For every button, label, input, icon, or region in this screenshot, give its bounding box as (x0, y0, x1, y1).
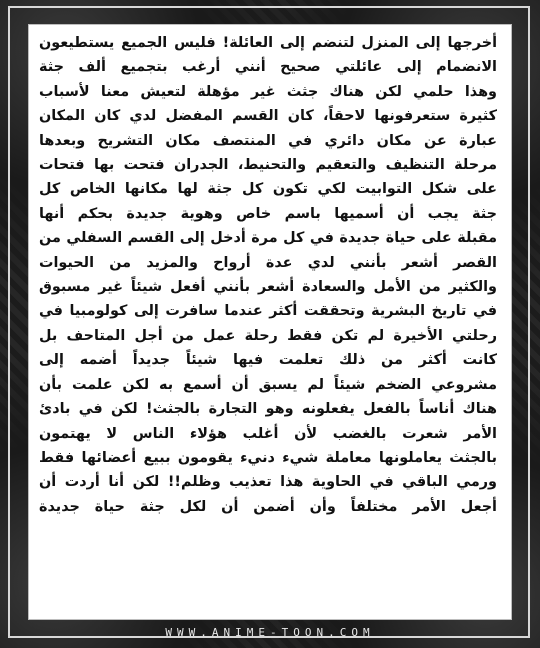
text-line: كثيرة ستعرفونها لاحقاً، كان القسم المفضل لدي كان المكان (39, 108, 497, 125)
watermark-bar (0, 622, 540, 642)
text-line: والكثير من الأمل والسعادة أشعر بأنني أفعل شيئاً غير مسبوق (39, 279, 497, 296)
text-line: رحلتي الأخيرة لم تكن فقط رحلة عمل من أجل المتاحف بل (39, 327, 497, 344)
text-line: مشروعي الضخم شيئاً لم يسبق أن أسمع به لكن علمت بأن (39, 376, 497, 393)
text-line: القصر أشعر بأنني لدي عدة أرواح والمزيد من الحيوات (39, 254, 497, 271)
text-page (28, 24, 512, 620)
text-line: مرحلة التنظيف والتعقيم والتحنيط، الجدران فتحت بها فتحات (39, 157, 497, 174)
text-line: هناك أناساً بالفعل يفعلونه وهو التجارة بالجثث! لكن في بادئ (39, 401, 497, 418)
arabic-text-block (39, 31, 497, 519)
text-line: أجعل الأمر مختلفاً وأن أضمن أن لكل جثة حياة جديدة (39, 498, 497, 515)
text-line: بالجثث يعاملونها معاملة شيء دنيء يقومون ببيع أعضائها فقط (39, 449, 497, 466)
text-line: الأمر شعرت بالغضب لأن أغلب هؤلاء الناس لا يهتمون (39, 425, 497, 442)
text-line: على شكل التوابيت لكي تكون كل جثة لها مكانها الخاص كل (39, 181, 497, 198)
text-line: كانت أكثر من ذلك تعلمت فيها شيئاً جديداً أضمه إلى (39, 352, 497, 369)
text-line: في تاريخ البشرية وتحققت أكثر عندما سافرت إلى كولومبيا في (39, 303, 497, 320)
text-line: الانضمام إلى عائلتي صحيح أنني أرغب بتجميع ألف جثة (39, 59, 497, 76)
text-line: جثة يجب أن أسميها باسم خاص وهوية جديدة بحكم أنها (39, 205, 497, 222)
text-line: ورمي الباقي في الحاوية هذا تعذيب وظلم!! لكن أنا أردت أن (39, 474, 497, 491)
text-line: أخرجها إلى المنزل لتنضم إلى العائلة! فليس الجميع يستطيعون (39, 35, 497, 51)
text-line: وهذا حلمي لكن هناك جثث غير مؤهلة لتعيش معنا لأسباب (39, 83, 497, 100)
text-line: مقبلة على حياة جديدة في كل مرة أدخل إلى القسم السفلي من (39, 230, 497, 247)
site-watermark: WWW.ANIME-TOON.COM (165, 625, 375, 639)
text-line: عبارة عن مكان دائري في المنتصف مكان التشريح وبعدها (39, 132, 497, 149)
